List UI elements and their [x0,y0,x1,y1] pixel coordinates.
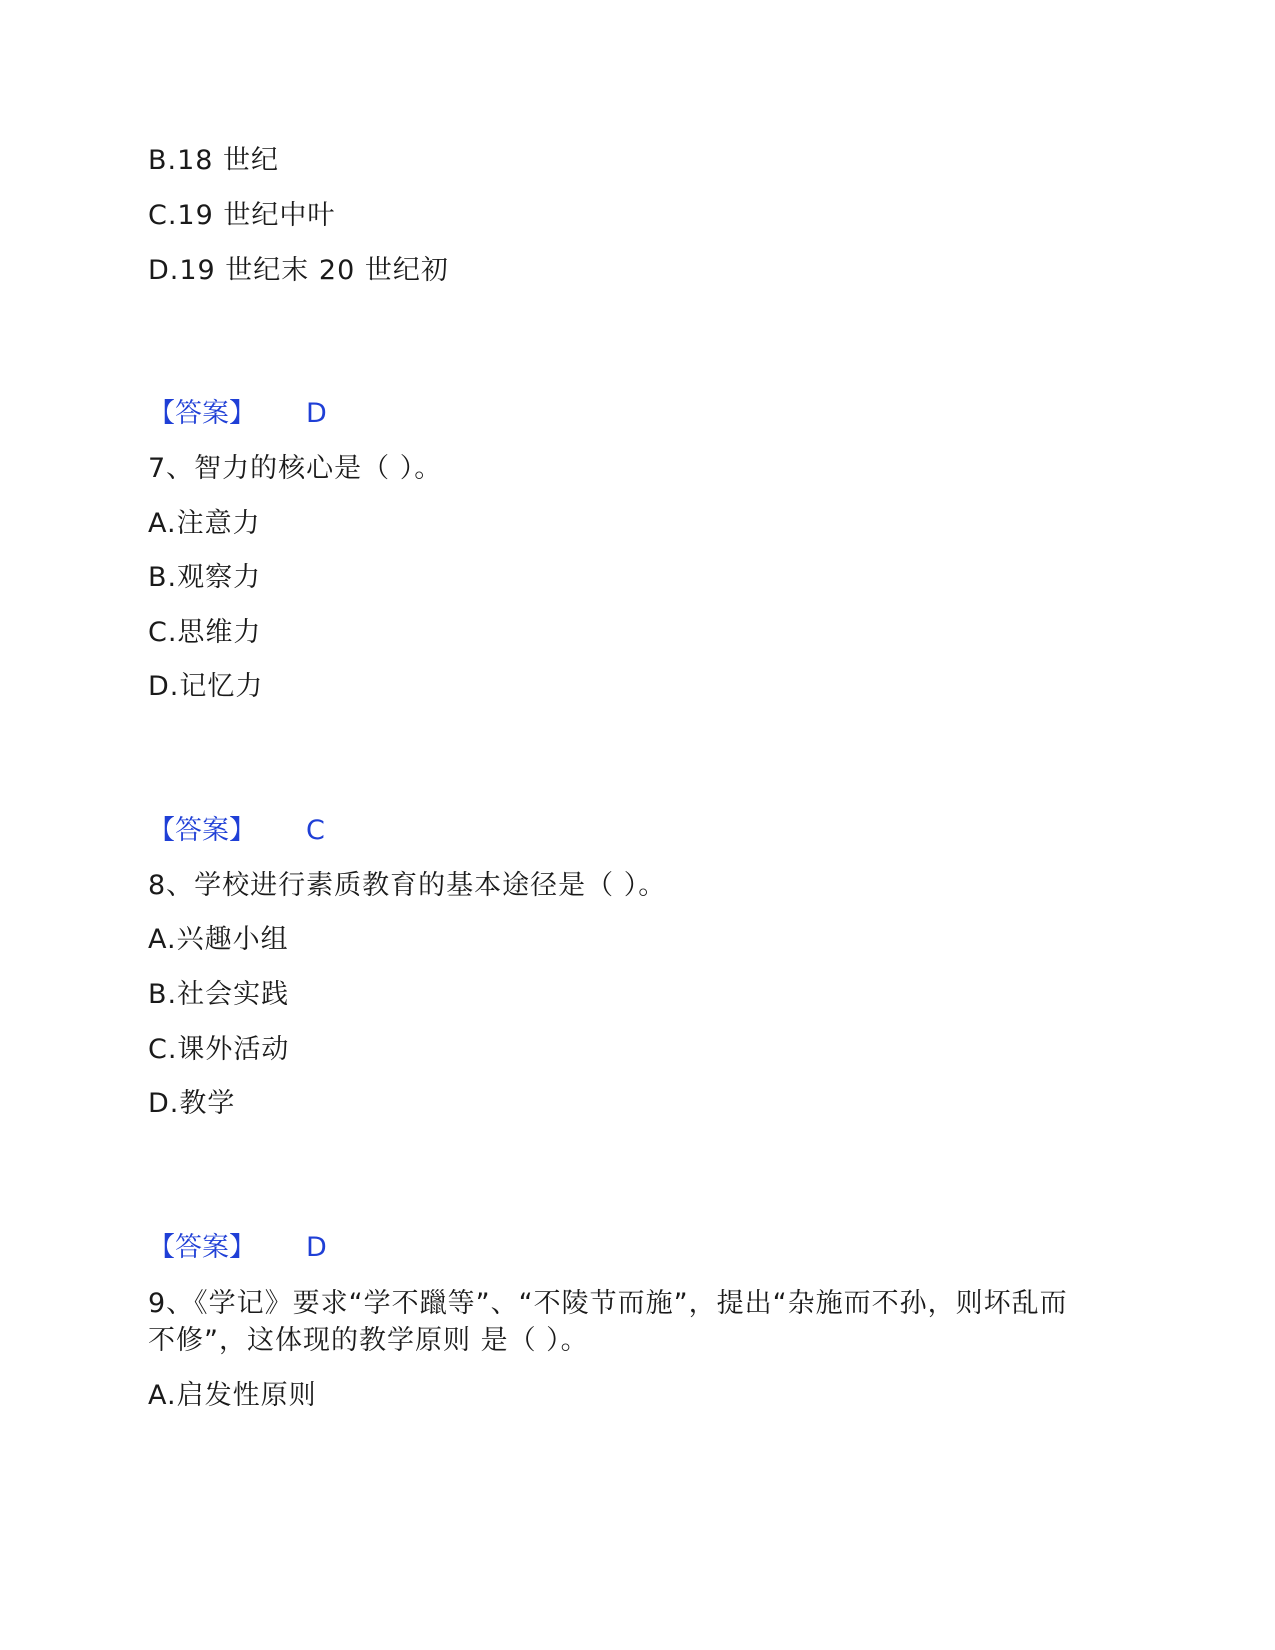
q6-option-d: D.19 世纪末 20 世纪初 [148,255,449,286]
q8-option-c: C.课外活动 [148,1034,290,1065]
answer-label: 【答案】 [148,398,256,429]
q8-answer [148,1231,327,1265]
q6-option-c: C.19 世纪中叶 [148,200,336,231]
q8-stem: 8、学校进行素质教育的基本途径是（ ）。 [148,870,667,901]
q8-option-a: A.兴趣小组 [148,924,289,955]
q9-stem-line-1: 9、《学记》要求“学不躐等”、“不陵节而施”，提出“杂施而不孙，则坏乱而 [148,1288,1068,1319]
q7-stem: 7、智力的核心是（ ）。 [148,453,443,484]
q9-stem-line-2: 不修”，这体现的教学原则 是（ ）。 [148,1325,589,1356]
q8-option-d: D.教学 [148,1088,236,1119]
q6-option-b: B.18 世纪 [148,145,280,176]
answer-value: D [306,398,327,429]
q8-option-b: B.社会实践 [148,979,290,1010]
q7-option-d: D.记忆力 [148,671,264,702]
answer-value: C [306,815,325,846]
q6-answer [148,397,327,431]
q7-option-a: A.注意力 [148,508,261,539]
q7-answer [148,814,325,848]
q7-option-b: B.观察力 [148,562,262,593]
q9-option-a: A.启发性原则 [148,1380,317,1411]
q7-option-c: C.思维力 [148,617,262,648]
answer-label: 【答案】 [148,1232,256,1263]
answer-label: 【答案】 [148,815,256,846]
answer-value: D [306,1232,327,1263]
